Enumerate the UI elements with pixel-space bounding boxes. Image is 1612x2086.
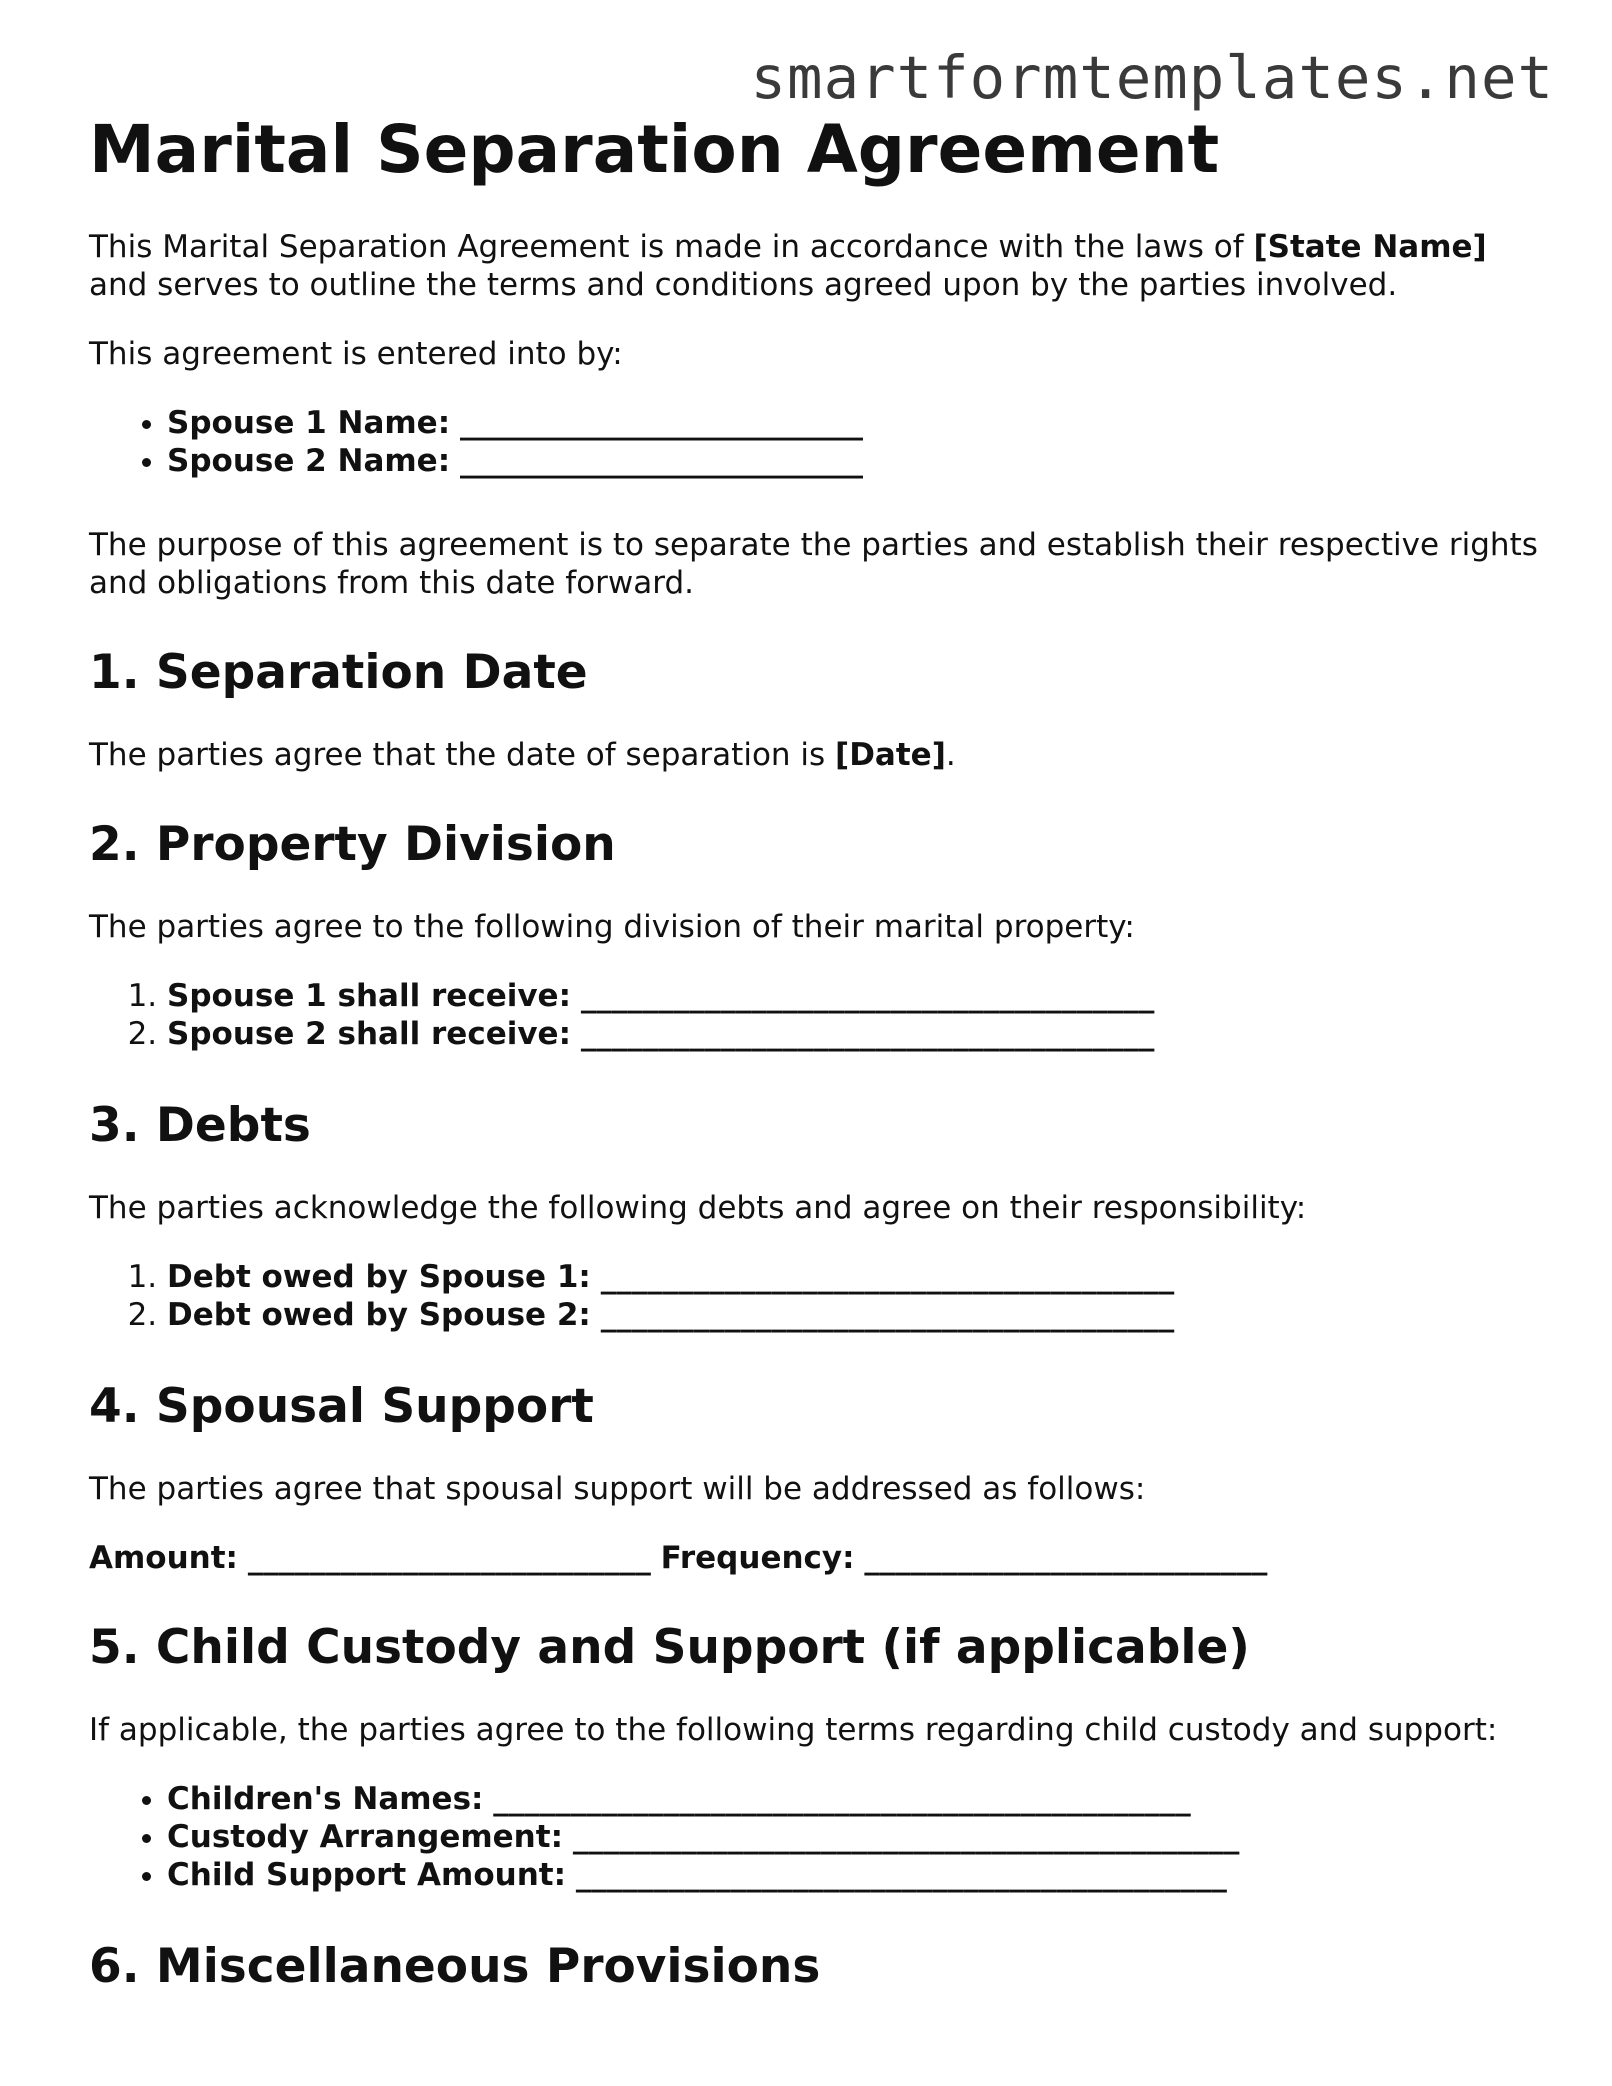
intro-text-before: This Marital Separation Agreement is made in accordance with the laws of bbox=[89, 228, 1254, 265]
property-paragraph: The parties agree to the following division of their marital property: bbox=[89, 908, 1135, 945]
separation-text-before: The parties agree that the date of separation is bbox=[89, 736, 836, 773]
debt-spouse-2-label: Debt owed by Spouse 2: bbox=[167, 1297, 591, 1334]
debt-spouse-1-field[interactable]: _____________________________________ bbox=[600, 1259, 1175, 1296]
separation-date-paragraph bbox=[89, 736, 1549, 774]
custody-arrangement-label: Custody Arrangement: bbox=[167, 1819, 563, 1856]
childrens-names-label: Children's Names: bbox=[167, 1781, 484, 1818]
separation-text-after: . bbox=[945, 736, 956, 773]
list-item bbox=[167, 1258, 1549, 1296]
spouse-1-name-field[interactable]: __________________________ bbox=[459, 404, 863, 441]
spouse-2-name-field[interactable]: __________________________ bbox=[459, 442, 863, 479]
support-fields-line bbox=[89, 1539, 1549, 1577]
spouse-2-receive-label: Spouse 2 shall receive: bbox=[167, 1015, 571, 1052]
list-item bbox=[167, 1818, 1549, 1856]
entered-by-text: This agreement is entered into by: bbox=[89, 335, 623, 372]
document-title: Marital Separation Agreement bbox=[89, 111, 1220, 188]
section-heading-spousal-support: 4. Spousal Support bbox=[89, 1379, 594, 1435]
list-item bbox=[167, 442, 1549, 480]
amount-field[interactable]: __________________________ bbox=[247, 1540, 651, 1577]
list-item bbox=[167, 1015, 1549, 1053]
debts-paragraph: The parties acknowledge the following debts and agree on their responsibility: bbox=[89, 1190, 1307, 1227]
custody-paragraph: If applicable, the parties agree to the following terms regarding child custody and support: bbox=[89, 1712, 1498, 1749]
spouse-2-receive-field[interactable]: _____________________________________ bbox=[580, 1015, 1155, 1052]
debts-list bbox=[89, 1258, 1549, 1334]
intro-text-after: and serves to outline the terms and conditions agreed upon by the parties involved. bbox=[89, 266, 1398, 303]
list-item bbox=[167, 404, 1549, 442]
property-list bbox=[89, 977, 1549, 1053]
debt-spouse-1-label: Debt owed by Spouse 1: bbox=[167, 1259, 591, 1296]
list-item bbox=[167, 977, 1549, 1015]
childrens-names-field[interactable]: _____________________________________________ bbox=[493, 1781, 1191, 1818]
support-paragraph: The parties agree that spousal support will be addressed as follows: bbox=[89, 1471, 1146, 1508]
section-heading-child-custody: 5. Child Custody and Support (if applicable) bbox=[89, 1620, 1250, 1676]
frequency-label: Frequency: bbox=[660, 1540, 855, 1577]
child-support-amount-label: Child Support Amount: bbox=[167, 1857, 566, 1894]
parties-list bbox=[89, 404, 1549, 480]
frequency-field[interactable]: __________________________ bbox=[864, 1540, 1268, 1577]
child-support-amount-field[interactable]: __________________________________________ bbox=[575, 1857, 1227, 1894]
spouse-1-name-label: Spouse 1 Name: bbox=[167, 404, 451, 441]
section-heading-property-division: 2. Property Division bbox=[89, 816, 616, 872]
state-name-placeholder: [State Name] bbox=[1253, 228, 1487, 265]
date-placeholder: [Date] bbox=[835, 736, 946, 773]
spouse-2-name-label: Spouse 2 Name: bbox=[167, 442, 451, 479]
custody-list bbox=[89, 1780, 1549, 1894]
custody-arrangement-field[interactable]: ___________________________________________ bbox=[572, 1819, 1240, 1856]
list-item bbox=[167, 1780, 1549, 1818]
section-heading-separation-date: 1. Separation Date bbox=[89, 644, 588, 700]
section-heading-debts: 3. Debts bbox=[89, 1097, 311, 1153]
list-item bbox=[167, 1856, 1549, 1894]
spouse-1-receive-field[interactable]: _____________________________________ bbox=[580, 977, 1155, 1014]
purpose-paragraph: The purpose of this agreement is to separate the parties and establish their respective rights and obligations from this date forward. bbox=[89, 526, 1538, 601]
section-heading-miscellaneous: 6. Miscellaneous Provisions bbox=[89, 1939, 821, 1995]
watermark: smartformtemplates.net bbox=[750, 43, 1554, 112]
debt-spouse-2-field[interactable]: _____________________________________ bbox=[600, 1297, 1175, 1334]
amount-label: Amount: bbox=[89, 1540, 238, 1577]
document-page bbox=[89, 112, 1549, 2030]
spouse-1-receive-label: Spouse 1 shall receive: bbox=[167, 977, 571, 1014]
intro-paragraph bbox=[89, 228, 1549, 304]
list-item bbox=[167, 1296, 1549, 1334]
